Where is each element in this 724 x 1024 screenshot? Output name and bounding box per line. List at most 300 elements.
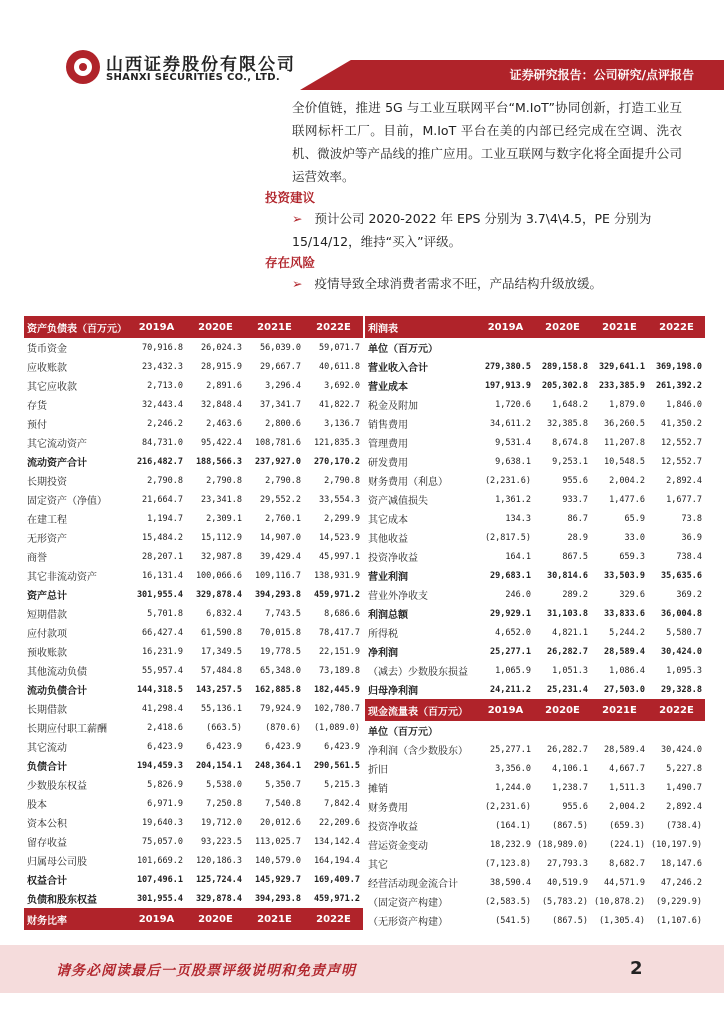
row-label: 投资净收益 [368, 822, 418, 833]
row-value: 27,793.3 [547, 858, 588, 869]
table-row [365, 357, 705, 376]
row-value: (541.5) [495, 915, 531, 926]
row-value: 3,692.0 [324, 380, 360, 391]
table-row [365, 604, 705, 623]
row-value: 25,277.1 [490, 744, 531, 755]
row-value: 5,244.2 [609, 627, 645, 638]
row-value: 329.6 [619, 589, 645, 600]
row-value: 182,445.9 [313, 684, 360, 695]
row-label: 资产减值损失 [368, 496, 428, 507]
row-value: 659.3 [619, 551, 645, 562]
row-value: 279,380.5 [484, 361, 531, 372]
row-label: 流动资产合计 [27, 458, 87, 469]
row-value: 290,561.5 [313, 760, 360, 771]
table-row [24, 661, 363, 680]
row-value: 19,712.0 [201, 817, 242, 828]
row-value: 23,341.8 [201, 494, 242, 505]
ratio-header-year: 2021E [245, 908, 304, 930]
row-value: 22,209.6 [319, 817, 360, 828]
row-value: 1,511.3 [609, 782, 645, 793]
row-value: 134.3 [505, 513, 531, 524]
row-value: 205,302.8 [541, 380, 588, 391]
row-value: 40,519.9 [547, 877, 588, 888]
table-row [24, 528, 363, 547]
row-label: 净利润 [368, 648, 398, 659]
row-value: 5,350.7 [265, 779, 301, 790]
row-label: 营业成本 [368, 382, 408, 393]
table-row [24, 756, 363, 775]
row-value: 27,503.0 [604, 684, 645, 695]
table-row [24, 357, 363, 376]
row-label: 权益合计 [27, 876, 67, 887]
row-value: 5,215.3 [324, 779, 360, 790]
row-value: 121,835.3 [313, 437, 360, 448]
row-value: 15,484.2 [142, 532, 183, 543]
row-label: 在建工程 [27, 515, 67, 526]
row-value: 108,781.6 [254, 437, 301, 448]
row-value: 144,318.5 [136, 684, 183, 695]
row-value: 4,821.1 [552, 627, 588, 638]
table-row [365, 471, 705, 490]
row-label: 负债合计 [27, 762, 67, 773]
row-value: 32,848.4 [201, 399, 242, 410]
income-header-year: 2021E [591, 316, 648, 338]
row-value: (1,107.6) [655, 915, 702, 926]
row-value: 867.5 [562, 551, 588, 562]
row-value: (10,197.9) [651, 839, 703, 850]
row-value: 26,024.3 [201, 342, 242, 353]
row-value: 75,057.0 [142, 836, 183, 847]
row-value: (2,231.6) [484, 475, 531, 486]
row-label: 其它流动资产 [27, 439, 87, 450]
page-header [0, 0, 724, 95]
row-value: (1,089.0) [313, 722, 360, 733]
row-value: 7,540.8 [265, 798, 301, 809]
row-value: (10,878.2) [594, 896, 646, 907]
row-value: 5,580.7 [666, 627, 702, 638]
row-label: 留存收益 [27, 838, 67, 849]
row-value: 28,915.9 [201, 361, 242, 372]
row-label: 净利润（含少数股东） [368, 746, 468, 757]
row-value: 140,579.0 [254, 855, 301, 866]
cashflow-header-year: 2022E [648, 699, 705, 721]
company-logo-icon [66, 50, 100, 84]
row-value: 1,244.0 [495, 782, 531, 793]
ratio-header-year: 2019A [127, 908, 186, 930]
table-row [365, 680, 705, 699]
table-row [365, 376, 705, 395]
row-value: 394,293.8 [254, 589, 301, 600]
row-value: (738.4) [666, 820, 702, 831]
row-label: 其它流动 [27, 743, 67, 754]
row-value: 7,250.8 [206, 798, 242, 809]
row-value: 32,987.8 [201, 551, 242, 562]
row-value: 36,260.5 [604, 418, 645, 429]
table-row [365, 433, 705, 452]
row-value: 33,503.9 [604, 570, 645, 581]
row-value: 57,484.8 [201, 665, 242, 676]
row-label: 销售费用 [368, 420, 408, 431]
unit-label: 单位（百万元） [368, 344, 438, 355]
row-label: 固定资产（净值） [27, 496, 107, 507]
row-value: 237,927.0 [254, 456, 301, 467]
row-value: 2,790.8 [265, 475, 301, 486]
table-row [365, 892, 705, 911]
row-value: 2,713.0 [147, 380, 183, 391]
table-row [24, 490, 363, 509]
row-value: 1,879.0 [609, 399, 645, 410]
row-value: 204,154.1 [195, 760, 242, 771]
row-value: 289.2 [562, 589, 588, 600]
row-value: 28,589.4 [604, 646, 645, 657]
arrow-icon: ➢ [292, 211, 303, 226]
row-value: 6,423.9 [265, 741, 301, 752]
row-value: 12,552.7 [661, 437, 702, 448]
row-value: (18,989.0) [537, 839, 589, 850]
row-value: 65,348.0 [260, 665, 301, 676]
row-value: 18,147.6 [661, 858, 702, 869]
row-value: 2,004.2 [609, 801, 645, 812]
unit-label: 单位（百万元） [368, 727, 438, 738]
row-value: 2,892.4 [666, 475, 702, 486]
row-value: 22,151.9 [319, 646, 360, 657]
row-value: (659.3) [609, 820, 645, 831]
income-header-year: 2020E [534, 316, 591, 338]
table-row [24, 433, 363, 452]
row-value: 955.6 [562, 801, 588, 812]
row-value: 16,231.9 [142, 646, 183, 657]
ratio-header-year: 2020E [186, 908, 245, 930]
row-label: 应付款项 [27, 629, 67, 640]
ratio-header [24, 908, 363, 930]
row-value: 31,103.8 [547, 608, 588, 619]
balance-header-year: 2022E [304, 316, 363, 338]
row-value: 38,590.4 [490, 877, 531, 888]
row-value: (663.5) [206, 722, 242, 733]
row-value: 5,538.0 [206, 779, 242, 790]
row-value: 19,778.5 [260, 646, 301, 657]
row-value: 44,571.9 [604, 877, 645, 888]
row-label: 应收账款 [27, 363, 67, 374]
row-label: 预收账款 [27, 648, 67, 659]
row-value: (9,229.9) [655, 896, 702, 907]
row-value: 369,198.0 [655, 361, 702, 372]
row-value: 5,701.8 [147, 608, 183, 619]
row-value: 95,422.4 [201, 437, 242, 448]
row-value: (5,783.2) [541, 896, 588, 907]
row-value: 39,429.4 [260, 551, 301, 562]
page-number: 2 [630, 958, 643, 979]
row-value: 35,635.6 [661, 570, 702, 581]
row-value: 33.0 [624, 532, 645, 543]
row-value: 28,589.4 [604, 744, 645, 755]
row-value: 194,459.3 [136, 760, 183, 771]
row-value: 3,136.7 [324, 418, 360, 429]
row-value: 2,790.8 [147, 475, 183, 486]
row-value: 21,664.7 [142, 494, 183, 505]
unit-row [365, 721, 705, 740]
row-value: 6,423.9 [147, 741, 183, 752]
row-value: 1,051.3 [552, 665, 588, 676]
row-label: 研发费用 [368, 458, 408, 469]
row-value: (224.1) [609, 839, 645, 850]
row-label: 摊销 [368, 784, 388, 795]
row-label: 其它 [368, 860, 388, 871]
row-value: 1,648.2 [552, 399, 588, 410]
table-row [24, 471, 363, 490]
row-value: 25,277.1 [490, 646, 531, 657]
table-row [365, 642, 705, 661]
row-label: 利润总额 [368, 610, 408, 621]
section-risk-title: 存在风险 [265, 255, 316, 270]
table-row [24, 566, 363, 585]
row-value: 3,296.4 [265, 380, 301, 391]
row-label: 货币资金 [27, 344, 67, 355]
table-row [365, 395, 705, 414]
row-value: 1,846.0 [666, 399, 702, 410]
row-value: 100,066.6 [195, 570, 242, 581]
income-cashflow-table [365, 316, 705, 930]
row-value: 29,667.7 [260, 361, 301, 372]
row-label: 营业收入合计 [368, 363, 428, 374]
row-value: 1,677.7 [666, 494, 702, 505]
row-label: （无形资产构建） [368, 917, 448, 928]
row-value: 30,814.6 [547, 570, 588, 581]
table-row [24, 718, 363, 737]
row-label: 其它应收款 [27, 382, 77, 393]
row-value: 17,349.5 [201, 646, 242, 657]
row-label: 商誉 [27, 553, 47, 564]
footer-disclaimer: 请务必阅读最后一页股票评级说明和免责声明 [56, 963, 356, 979]
row-label: 营运资金变动 [368, 841, 428, 852]
table-row [365, 509, 705, 528]
row-value: 1,095.3 [666, 665, 702, 676]
row-value: 56,039.0 [260, 342, 301, 353]
row-value: 459,971.2 [313, 589, 360, 600]
row-label: 其它成本 [368, 515, 408, 526]
row-value: 3,356.0 [495, 763, 531, 774]
unit-row [365, 338, 705, 357]
row-value: 66,427.4 [142, 627, 183, 638]
row-value: 125,724.4 [195, 874, 242, 885]
balance-header-year: 2019A [127, 316, 186, 338]
row-value: 9,253.1 [552, 456, 588, 467]
row-value: 1,361.2 [495, 494, 531, 505]
row-value: 188,566.3 [195, 456, 242, 467]
row-value: 37,341.7 [260, 399, 301, 410]
row-value: 73,189.8 [319, 665, 360, 676]
row-label: 管理费用 [368, 439, 408, 450]
row-value: 36,004.8 [661, 608, 702, 619]
balance-header-year: 2021E [245, 316, 304, 338]
body-paragraph: 全价值链，推进 5G 与工业互联网平台“M.IoT”协同创新，打造工业互联网标杆工厂。目前，M.IoT 平台在美的内部已经完成在空调、洗衣机、微波炉等产品线的推广应用。工业互联网与数字化将全面提升公司运营效率。 [292, 100, 682, 184]
row-label: 流动负债合计 [27, 686, 87, 697]
table-row [365, 740, 705, 759]
row-value: 41,822.7 [319, 399, 360, 410]
row-label: 财务费用 [368, 803, 408, 814]
row-value: 40,611.8 [319, 361, 360, 372]
row-value: 70,916.8 [142, 342, 183, 353]
row-value: 28.9 [567, 532, 588, 543]
row-value: 28,207.1 [142, 551, 183, 562]
row-value: 7,842.4 [324, 798, 360, 809]
table-row [24, 699, 363, 718]
cashflow-header-year: 2020E [534, 699, 591, 721]
section-risk-bullet [292, 272, 684, 295]
table-row [365, 623, 705, 642]
row-value: 30,424.0 [661, 744, 702, 755]
row-label: 折旧 [368, 765, 388, 776]
row-value: 18,232.9 [490, 839, 531, 850]
row-value: 1,086.4 [609, 665, 645, 676]
row-value: 197,913.9 [484, 380, 531, 391]
row-value: 2,299.9 [324, 513, 360, 524]
row-value: 10,548.5 [604, 456, 645, 467]
row-value: 6,832.4 [206, 608, 242, 619]
row-value: 65.9 [624, 513, 645, 524]
row-value: 23,432.3 [142, 361, 183, 372]
table-row [365, 759, 705, 778]
table-row [24, 338, 363, 357]
row-value: 19,640.3 [142, 817, 183, 828]
row-value: 32,443.4 [142, 399, 183, 410]
row-value: (2,583.5) [484, 896, 531, 907]
company-name-cn: 山西证券股份有限公司 [106, 55, 296, 75]
row-value: 6,423.9 [206, 741, 242, 752]
cashflow-header-year: 2019A [477, 699, 534, 721]
balance-header [24, 316, 363, 338]
row-label: 长期投资 [27, 477, 67, 488]
row-value: 2,800.6 [265, 418, 301, 429]
row-label: 营业利润 [368, 572, 408, 583]
row-value: 70,015.8 [260, 627, 301, 638]
balance-header-year: 2020E [186, 316, 245, 338]
table-row [24, 889, 363, 908]
row-value: 8,682.7 [609, 858, 645, 869]
row-value: 270,170.2 [313, 456, 360, 467]
row-value: 109,116.7 [254, 570, 301, 581]
row-value: 101,669.2 [136, 855, 183, 866]
row-value: 369.2 [676, 589, 702, 600]
table-row [365, 835, 705, 854]
row-value: 61,590.8 [201, 627, 242, 638]
row-value: 1,720.6 [495, 399, 531, 410]
cashflow-header-label: 现金流量表（百万元） [365, 699, 477, 721]
row-value: 6,971.9 [147, 798, 183, 809]
row-value: 289,158.8 [541, 361, 588, 372]
row-value: (867.5) [552, 915, 588, 926]
row-value: 2,790.8 [324, 475, 360, 486]
row-value: 102,780.7 [313, 703, 360, 714]
row-value: 301,955.4 [136, 589, 183, 600]
row-value: 459,971.2 [313, 893, 360, 904]
row-value: 14,523.9 [319, 532, 360, 543]
row-value: (164.1) [495, 820, 531, 831]
row-value: 34,611.2 [490, 418, 531, 429]
row-value: 4,106.1 [552, 763, 588, 774]
row-value: 73.8 [681, 513, 702, 524]
table-row [365, 547, 705, 566]
row-value: 86.7 [567, 513, 588, 524]
row-label: 无形资产 [27, 534, 67, 545]
row-label: 资产总计 [27, 591, 67, 602]
row-value: 29,552.2 [260, 494, 301, 505]
row-value: 5,826.9 [147, 779, 183, 790]
table-row [24, 414, 363, 433]
row-value: (7,123.8) [484, 858, 531, 869]
row-value: (2,231.6) [484, 801, 531, 812]
row-value: 164.1 [505, 551, 531, 562]
section-risk-text: 疫情导致全球消费者需求不旺，产品结构升级放缓。 [314, 276, 602, 291]
row-value: 4,652.0 [495, 627, 531, 638]
table-row [24, 547, 363, 566]
row-value: 59,071.7 [319, 342, 360, 353]
table-row [24, 376, 363, 395]
table-row [24, 870, 363, 889]
row-label: 资本公积 [27, 819, 67, 830]
row-value: 329,641.1 [598, 361, 645, 372]
table-row [365, 873, 705, 892]
table-row [365, 490, 705, 509]
row-value: 8,674.8 [552, 437, 588, 448]
table-row [365, 778, 705, 797]
row-value: 84,731.0 [142, 437, 183, 448]
income-header-year: 2022E [648, 316, 705, 338]
row-label: 预付 [27, 420, 47, 431]
row-value: (870.6) [265, 722, 301, 733]
table-row [24, 775, 363, 794]
row-value: 1,477.6 [609, 494, 645, 505]
row-value: 143,257.5 [195, 684, 242, 695]
table-row [24, 851, 363, 870]
row-value: 2,246.2 [147, 418, 183, 429]
row-value: 2,892.4 [666, 801, 702, 812]
table-row [365, 452, 705, 471]
row-label: 长期应付职工薪酬 [27, 724, 107, 735]
row-label: 营业外净收支 [368, 591, 428, 602]
row-value: 12,552.7 [661, 456, 702, 467]
table-row [365, 414, 705, 433]
row-value: 78,417.7 [319, 627, 360, 638]
table-row [365, 661, 705, 680]
row-value: 33,833.6 [604, 608, 645, 619]
table-row [24, 604, 363, 623]
row-value: 164,194.4 [313, 855, 360, 866]
row-value: 2,309.1 [206, 513, 242, 524]
row-label: 税金及附加 [368, 401, 418, 412]
row-value: 14,907.0 [260, 532, 301, 543]
company-name-en: SHANXI SECURITIES CO., LTD. [106, 72, 280, 83]
row-value: 2,004.2 [609, 475, 645, 486]
row-value: 30,424.0 [661, 646, 702, 657]
row-value: 79,924.9 [260, 703, 301, 714]
ratio-header-year: 2022E [304, 908, 363, 930]
row-value: 41,350.2 [661, 418, 702, 429]
table-row [365, 816, 705, 835]
row-value: 145,929.7 [254, 874, 301, 885]
row-label: 投资净收益 [368, 553, 418, 564]
row-value: 2,418.6 [147, 722, 183, 733]
row-value: 955.6 [562, 475, 588, 486]
table-row [365, 854, 705, 873]
row-value: 26,282.7 [547, 744, 588, 755]
row-value: 134,142.4 [313, 836, 360, 847]
row-value: 216,482.7 [136, 456, 183, 467]
table-row [365, 566, 705, 585]
table-row [24, 680, 363, 699]
row-value: 24,211.2 [490, 684, 531, 695]
row-value: 162,885.8 [254, 684, 301, 695]
